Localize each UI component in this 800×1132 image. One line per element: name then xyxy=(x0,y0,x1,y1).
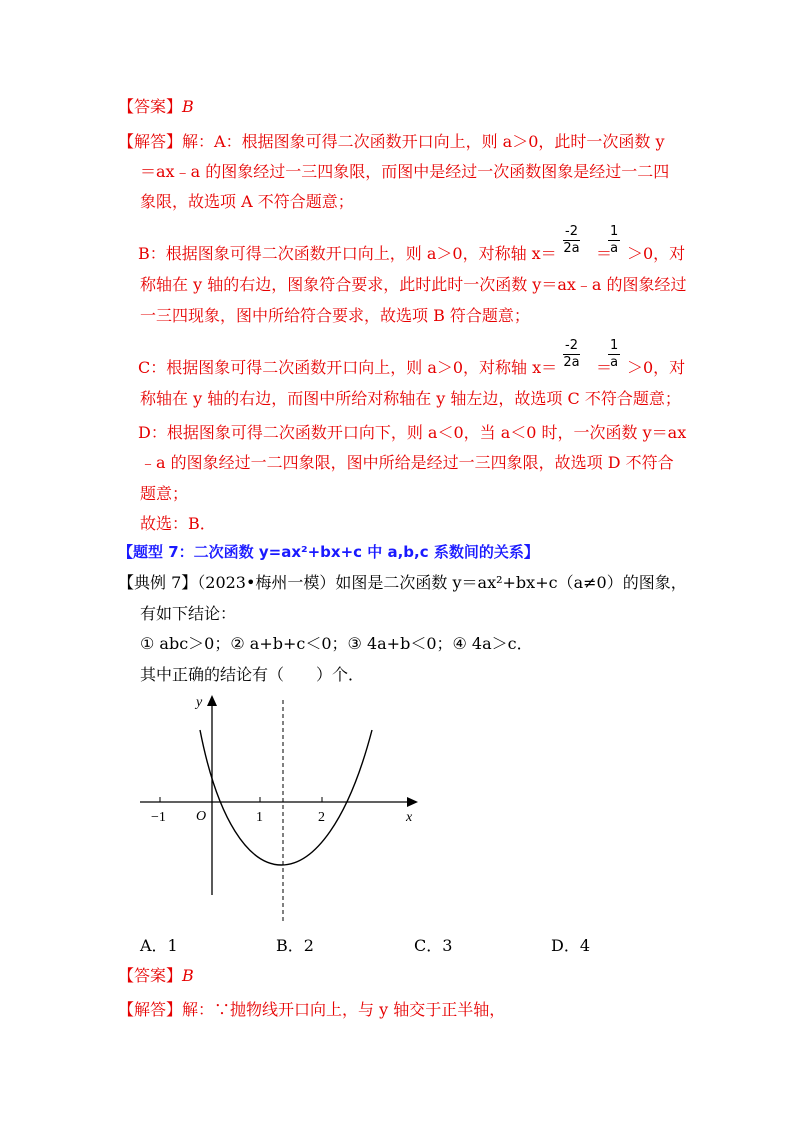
fraction-left: $\frac{-2}{2a}$ xyxy=(563,224,580,256)
fraction-eq: ＝ xyxy=(596,244,613,263)
option-a: A．1 xyxy=(140,936,178,955)
answer-1 xyxy=(118,96,194,118)
fraction-left-2: $\frac{-2}{2a}$ xyxy=(563,338,580,370)
answer-2: 【答案】B xyxy=(118,966,194,985)
example-line-4: 其中正确的结论有（ ）个． xyxy=(140,665,365,684)
option-d: D．4 xyxy=(551,936,591,955)
answer-value: B xyxy=(182,97,194,116)
section-heading: 【题型 7：二次函数 y=ax²+bx+c 中 a,b,c 系数间的关系】 xyxy=(118,543,539,561)
fraction-right: $\frac{1}{a}$ xyxy=(610,224,619,256)
tick-label-1: 1 xyxy=(256,810,263,825)
option-d-analysis-1: D：根据图象可得二次函数开口向下，则 a＜0，当 a＜0 时，一次函数 y＝ax xyxy=(138,423,687,442)
x-axis-arrow-icon xyxy=(407,797,418,807)
solution-line-1: 【解答】解：A：根据图象可得二次函数开口向上，则 a＞0，此时一次函数 y xyxy=(118,132,665,151)
option-b-analysis-1: B：根据图象可得二次函数开口向上，则 a＞0，对称轴 x＝ xyxy=(138,244,557,263)
option-c: C．3 xyxy=(414,936,453,955)
example-line-3: ① abc＞0；② a+b+c＜0；③ 4a+b＜0；④ 4a＞c． xyxy=(140,634,533,653)
example-line-2: 有如下结论： xyxy=(140,604,237,623)
solution-line-3: 象限，故选项 A 不符合题意； xyxy=(140,192,354,211)
option-c-analysis-2: 称轴在 y 轴的右边，而图中所给对称轴在 y 轴左边，故选项 C 不符合题意； xyxy=(140,389,681,408)
option-b-tail: ＞0，对 xyxy=(627,244,686,263)
option-b-analysis-3: 一三四现象，图中所给符合要求，故选项 B 符合题意； xyxy=(140,306,530,325)
parabola-curve xyxy=(200,730,372,865)
x-label: x xyxy=(406,810,413,825)
option-b-analysis-2: 称轴在 y 轴的右边，图象符合要求，此时此时一次函数 y＝ax﹣a 的图象经过 xyxy=(140,275,687,294)
fraction-right-2: $\frac{1}{a}$ xyxy=(610,338,619,370)
solution-2: 【解答】解：∵抛物线开口向上，与 y 轴交于正半轴， xyxy=(118,1000,506,1019)
solution-line-2: ＝ax﹣a 的图象经过一三四象限，而图中是经过一次函数图象是经过一二四 xyxy=(140,162,670,181)
option-b: B．2 xyxy=(276,936,314,955)
tick-label-neg1: −1 xyxy=(151,810,166,825)
option-d-analysis-3: 题意； xyxy=(140,484,189,503)
option-d-analysis-2: ﹣a 的图象经过一二四象限，图中所给是经过一三四象限，故选项 D 不符合 xyxy=(140,453,674,472)
y-axis-arrow-icon xyxy=(207,695,217,706)
parabola-graph xyxy=(130,690,430,930)
tick-label-2: 2 xyxy=(318,810,325,825)
origin-label: O xyxy=(196,809,207,824)
y-label: y xyxy=(196,695,203,710)
fraction-eq-2: ＝ xyxy=(596,358,613,377)
final-choice: 故选：B． xyxy=(140,514,216,533)
solution-tag: 【解答】 xyxy=(118,132,183,151)
answer-tag: 【答案】 xyxy=(118,97,183,116)
option-c-analysis-1: C：根据图象可得二次函数开口向上，则 a＞0，对称轴 x＝ xyxy=(138,358,558,377)
example-line-1: 【典例 7】（2023•梅州一模）如图是二次函数 y＝ax²+bx+c（a≠0）的图象， xyxy=(118,573,687,592)
option-c-tail: ＞0，对 xyxy=(627,358,686,377)
